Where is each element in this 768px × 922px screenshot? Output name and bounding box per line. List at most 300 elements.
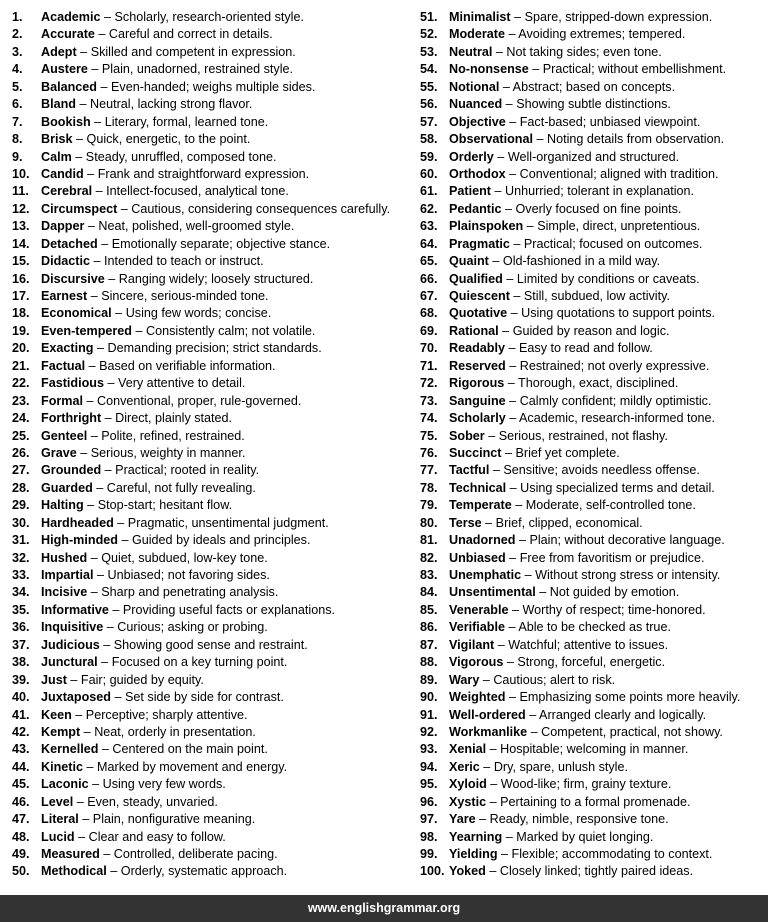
item-definition: – Restrained; not overly expressive. (505, 358, 710, 373)
item-definition: – Using few words; concise. (111, 306, 272, 321)
item-word: Dapper (41, 219, 85, 234)
item-definition: – Worthy of respect; time-honored. (508, 602, 706, 617)
item-word: Tactful (449, 463, 490, 478)
item-definition: – Demanding precision; strict standards. (93, 341, 322, 356)
item-word: Yoked (449, 864, 486, 879)
item-number: 52. (420, 27, 438, 42)
item-word: Succinct (449, 445, 502, 460)
item-definition: – Intellect-focused, analytical tone. (92, 184, 289, 199)
item-number: 22. (12, 376, 30, 391)
item-word: Literal (41, 812, 79, 827)
list-item (420, 9, 764, 26)
item-definition: – Even, steady, unvaried. (73, 794, 218, 809)
list-item (420, 584, 764, 601)
item-number: 79. (420, 498, 438, 513)
item-word: Austere (41, 62, 88, 77)
item-number: 53. (420, 44, 438, 59)
item-number: 39. (12, 672, 30, 687)
item-number: 42. (12, 724, 30, 739)
item-word: Kernelled (41, 742, 99, 757)
list-item (12, 131, 412, 148)
item-word: Informative (41, 602, 109, 617)
item-number: 27. (12, 463, 30, 478)
item-number: 31. (12, 533, 30, 548)
item-word: Factual (41, 358, 86, 373)
item-definition: – Wood-like; firm, grainy texture. (486, 777, 672, 792)
list-item (12, 672, 412, 689)
list-item (420, 358, 764, 375)
item-definition: – Sensitive; avoids needless offense. (489, 463, 700, 478)
list-item (420, 724, 764, 741)
item-number: 16. (12, 271, 30, 286)
item-word: Genteel (41, 428, 88, 443)
item-number: 62. (420, 201, 438, 216)
item-number: 88. (420, 655, 438, 670)
item-number: 8. (12, 132, 23, 147)
item-definition: – Not guided by emotion. (535, 585, 680, 600)
item-word: Hushed (41, 550, 88, 565)
item-definition: – Competent, practical, not showy. (527, 724, 723, 739)
item-definition: – Careful, not fully revealing. (92, 480, 256, 495)
item-definition: – Focused on a key turning point. (97, 655, 288, 670)
list-item (12, 480, 412, 497)
item-definition: – Marked by movement and energy. (83, 759, 288, 774)
list-item (12, 201, 412, 218)
item-word: Methodical (41, 864, 107, 879)
item-number: 6. (12, 97, 23, 112)
item-word: Impartial (41, 568, 94, 582)
list-item (420, 149, 764, 166)
item-number: 66. (420, 271, 438, 286)
list-item (12, 637, 412, 654)
list-item (12, 689, 412, 706)
item-word: Grounded (41, 463, 102, 478)
list-item (420, 96, 764, 113)
item-number: 43. (12, 742, 30, 757)
item-definition: – Academic, research-informed tone. (505, 411, 716, 426)
item-definition: – Emotionally separate; objective stance. (97, 236, 331, 251)
item-word: Notional (449, 79, 500, 94)
list-item (420, 550, 764, 567)
list-item (420, 689, 764, 706)
list-item (12, 584, 412, 601)
list-item (12, 829, 412, 846)
item-definition: – Serious, weighty in manner. (76, 445, 246, 460)
item-word: Verifiable (449, 620, 506, 635)
item-word: Brisk (41, 132, 73, 147)
item-word: Discursive (41, 271, 105, 286)
item-definition: – Calmly confident; mildly optimistic. (505, 393, 712, 408)
item-number: 50. (12, 864, 30, 879)
item-number: 95. (420, 777, 438, 792)
list-item (12, 61, 412, 78)
item-word: Plainspoken (449, 219, 524, 234)
item-word: No-nonsense (449, 62, 529, 77)
item-number: 7. (12, 114, 23, 129)
item-definition: – Based on verifiable information. (85, 358, 276, 373)
item-definition: – Free from favoritism or prejudice. (505, 550, 705, 565)
item-word: Unbiased (449, 550, 506, 565)
item-definition: – Orderly, systematic approach. (106, 864, 288, 879)
item-number: 41. (12, 707, 30, 722)
item-number: 3. (12, 44, 23, 59)
item-word: Adept (41, 44, 77, 59)
item-definition: – Old-fashioned in a mild way. (488, 254, 661, 269)
item-number: 34. (12, 585, 30, 600)
item-number: 30. (12, 515, 30, 530)
item-definition: – Consistently calm; not volatile. (132, 323, 316, 338)
list-item (12, 741, 412, 758)
item-definition: – Pragmatic, unsentimental judgment. (113, 515, 329, 530)
list-item (420, 515, 764, 532)
list-item (12, 236, 412, 253)
list-item (420, 829, 764, 846)
item-word: Measured (41, 847, 100, 861)
item-definition: – Ready, nimble, responsive tone. (475, 812, 669, 827)
item-definition: – Practical; rooted in reality. (101, 463, 260, 478)
item-word: Patient (449, 184, 491, 199)
list-item (12, 759, 412, 776)
list-item (420, 863, 764, 880)
item-definition: – Brief yet complete. (501, 445, 620, 460)
item-number: 90. (420, 690, 438, 705)
item-definition: – Brief, clipped, economical. (481, 515, 643, 530)
item-number: 9. (12, 149, 23, 164)
item-definition: – Centered on the main point. (98, 742, 268, 757)
item-number: 63. (420, 219, 438, 234)
item-number: 86. (420, 620, 438, 635)
list-item (420, 340, 764, 357)
list-item (12, 358, 412, 375)
item-definition: – Using specialized terms and detail. (506, 480, 715, 495)
item-definition: – Clear and easy to follow. (74, 829, 226, 844)
item-word: Objective (449, 114, 506, 129)
item-word: Inquisitive (41, 620, 104, 635)
list-item (420, 654, 764, 671)
item-definition: – Frank and straightforward expression. (83, 166, 310, 181)
list-item (420, 26, 764, 43)
list-item (420, 61, 764, 78)
item-number: 17. (12, 289, 30, 303)
item-definition: – Even-handed; weighs multiple sides. (97, 79, 316, 94)
list-item (12, 79, 412, 96)
item-definition: – Limited by conditions or caveats. (502, 271, 700, 286)
list-item (420, 846, 764, 863)
item-word: Incisive (41, 585, 88, 600)
item-definition: – Sincere, serious-minded tone. (87, 289, 269, 303)
list-item (12, 44, 412, 61)
list-item (12, 183, 412, 200)
list-item (12, 462, 412, 479)
item-number: 97. (420, 812, 438, 827)
list-item (12, 724, 412, 741)
list-item (12, 9, 412, 26)
item-definition: – Practical; focused on outcomes. (509, 236, 703, 251)
item-word: Circumspect (41, 201, 118, 216)
item-word: Halting (41, 498, 84, 513)
item-number: 94. (420, 759, 438, 774)
item-definition: – Hospitable; welcoming in manner. (486, 742, 689, 757)
item-number: 5. (12, 79, 23, 94)
list-item (420, 567, 764, 584)
item-word: Weighted (449, 690, 506, 705)
item-word: Level (41, 794, 74, 809)
item-word: Quotative (449, 306, 508, 321)
item-word: Readably (449, 341, 505, 356)
list-item (12, 707, 412, 724)
item-number: 36. (12, 620, 30, 635)
item-number: 48. (12, 829, 30, 844)
item-definition: – Abstract; based on concepts. (499, 79, 676, 94)
list-item (420, 445, 764, 462)
item-number: 91. (420, 707, 438, 722)
item-definition: – Neutral, lacking strong flavor. (75, 97, 253, 112)
item-definition: – Very attentive to detail. (103, 376, 246, 391)
item-number: 37. (12, 637, 30, 652)
item-definition: – Thorough, exact, disciplined. (504, 376, 679, 391)
list-item (12, 149, 412, 166)
item-number: 100. (420, 864, 445, 879)
item-word: Neutral (449, 44, 493, 59)
item-word: Hardheaded (41, 515, 114, 530)
item-number: 77. (420, 463, 438, 478)
item-definition: – Using very few words. (88, 777, 226, 792)
item-word: Grave (41, 445, 77, 460)
item-number: 11. (12, 184, 29, 199)
item-word: Sober (449, 428, 485, 443)
item-number: 96. (420, 794, 438, 809)
list-item (12, 497, 412, 514)
item-number: 68. (420, 306, 438, 321)
list-item (420, 480, 764, 497)
item-definition: – Quick, energetic, to the point. (72, 132, 251, 147)
list-item (12, 96, 412, 113)
item-number: 14. (12, 236, 30, 251)
list-item (12, 776, 412, 793)
list-item (12, 393, 412, 410)
item-word: Academic (41, 10, 101, 24)
item-word: Quaint (449, 254, 489, 269)
list-item (12, 166, 412, 183)
item-definition: – Practical; without embellishment. (528, 62, 727, 77)
item-word: Lucid (41, 829, 75, 844)
item-word: High-minded (41, 533, 118, 548)
list-item (420, 201, 764, 218)
list-item (420, 462, 764, 479)
item-definition: – Quiet, subdued, low-key tone. (87, 550, 268, 565)
item-word: Cerebral (41, 184, 93, 199)
list-item (420, 776, 764, 793)
item-definition: – Stop-start; hesitant flow. (83, 498, 233, 513)
item-definition: – Spare, stripped-down expression. (510, 10, 713, 24)
item-definition: – Moderate, self-controlled tone. (511, 498, 696, 513)
item-definition: – Guided by ideals and principles. (117, 533, 311, 548)
item-word: Candid (41, 166, 84, 181)
item-word: Unadorned (449, 533, 516, 548)
item-definition: – Careful and correct in details. (94, 27, 273, 42)
item-number: 67. (420, 289, 438, 303)
item-definition: – Unhurried; tolerant in explanation. (491, 184, 695, 199)
item-number: 23. (12, 393, 30, 408)
item-number: 92. (420, 724, 438, 739)
item-number: 82. (420, 550, 438, 565)
item-number: 24. (12, 411, 30, 426)
list-item (420, 532, 764, 549)
list-item (420, 602, 764, 619)
item-number: 19. (12, 323, 30, 338)
item-definition: – Guided by reason and logic. (498, 323, 670, 338)
item-definition: – Showing subtle distinctions. (502, 97, 671, 112)
item-word: Judicious (41, 637, 100, 652)
list-item (12, 602, 412, 619)
item-definition: – Cautious; alert to risk. (479, 672, 616, 687)
list-item (420, 79, 764, 96)
list-item (12, 550, 412, 567)
item-word: Minimalist (449, 10, 511, 24)
list-item (420, 323, 764, 340)
item-definition: – Plain, nonfigurative meaning. (78, 812, 256, 827)
item-number: 83. (420, 568, 438, 582)
item-definition: – Steady, unruffled, composed tone. (71, 149, 277, 164)
item-number: 61. (420, 184, 438, 199)
list-item (420, 114, 764, 131)
item-definition: – Unbiased; not favoring sides. (93, 568, 270, 582)
list-item (12, 654, 412, 671)
item-number: 69. (420, 323, 438, 338)
item-word: Terse (449, 515, 482, 530)
item-number: 70. (420, 341, 438, 356)
item-definition: – Avoiding extremes; tempered. (504, 27, 686, 42)
item-definition: – Still, subdued, low activity. (509, 289, 670, 303)
item-definition: – Closely linked; tightly paired ideas. (485, 864, 694, 879)
item-word: Nuanced (449, 97, 503, 112)
word-list-right-column (420, 9, 764, 881)
item-word: Economical (41, 306, 112, 321)
item-number: 15. (12, 254, 30, 269)
item-definition: – Direct, plainly stated. (101, 411, 233, 426)
word-list-left-column (12, 9, 412, 881)
item-number: 10. (12, 166, 30, 181)
item-word: Moderate (449, 27, 505, 42)
item-word: Xyloid (449, 777, 487, 792)
item-number: 84. (420, 585, 438, 600)
item-word: Kempt (41, 724, 81, 739)
item-number: 21. (12, 358, 30, 373)
list-item (12, 323, 412, 340)
item-number: 12. (12, 201, 30, 216)
list-item (420, 218, 764, 235)
list-item (12, 375, 412, 392)
item-word: Pedantic (449, 201, 502, 216)
item-number: 32. (12, 550, 30, 565)
list-item (12, 846, 412, 863)
item-number: 2. (12, 27, 23, 42)
item-number: 13. (12, 219, 30, 234)
item-word: Didactic (41, 254, 90, 269)
list-item (12, 567, 412, 584)
item-word: Kinetic (41, 759, 83, 774)
list-item (12, 288, 412, 305)
list-item (12, 445, 412, 462)
list-item (12, 253, 412, 270)
list-item (420, 271, 764, 288)
item-word: Observational (449, 132, 533, 147)
item-word: Wary (449, 672, 480, 687)
item-word: Workmanlike (449, 724, 528, 739)
item-number: 73. (420, 393, 438, 408)
item-number: 76. (420, 445, 438, 460)
list-item (420, 183, 764, 200)
item-number: 89. (420, 672, 438, 687)
item-word: Pragmatic (449, 236, 510, 251)
item-definition: – Serious, restrained, not flashy. (484, 428, 668, 443)
list-item (12, 515, 412, 532)
item-word: Reserved (449, 358, 506, 373)
item-number: 60. (420, 166, 438, 181)
item-definition: – Plain; without decorative language. (515, 533, 725, 548)
item-definition: – Able to be checked as true. (505, 620, 671, 635)
item-definition: – Easy to read and follow. (505, 341, 653, 356)
item-word: Calm (41, 149, 72, 164)
list-item (12, 26, 412, 43)
item-word: Exacting (41, 341, 94, 356)
list-item (420, 759, 764, 776)
list-item (420, 637, 764, 654)
item-word: Unsentimental (449, 585, 536, 600)
item-number: 35. (12, 602, 30, 617)
item-definition: – Pertaining to a formal promenade. (486, 794, 691, 809)
list-item (12, 794, 412, 811)
list-item (420, 672, 764, 689)
list-item (12, 114, 412, 131)
list-item (420, 497, 764, 514)
item-definition: – Cautious, considering consequences carefully. (117, 201, 391, 216)
item-number: 44. (12, 759, 30, 774)
item-number: 26. (12, 445, 30, 460)
item-definition: – Arranged clearly and logically. (525, 707, 707, 722)
list-item (420, 811, 764, 828)
item-word: Qualified (449, 271, 503, 286)
item-number: 54. (420, 62, 438, 77)
list-item (420, 619, 764, 636)
item-definition: – Conventional, proper, rule-governed. (83, 393, 302, 408)
item-word: Even-tempered (41, 323, 132, 338)
item-number: 45. (12, 777, 30, 792)
item-definition: – Overly focused on fine points. (501, 201, 682, 216)
item-definition: – Neat, orderly in presentation. (80, 724, 256, 739)
item-number: 85. (420, 602, 438, 617)
item-definition: – Ranging widely; loosely structured. (104, 271, 314, 286)
list-item (420, 393, 764, 410)
item-word: Balanced (41, 79, 97, 94)
footer-banner (0, 895, 768, 922)
item-word: Bland (41, 97, 76, 112)
list-item (420, 166, 764, 183)
footer-url[interactable]: www.englishgrammar.org (307, 901, 461, 915)
item-word: Keen (41, 707, 72, 722)
item-number: 80. (420, 515, 438, 530)
list-item (12, 340, 412, 357)
list-item (420, 375, 764, 392)
item-definition: – Using quotations to support points. (507, 306, 716, 321)
item-word: Laconic (41, 777, 89, 792)
list-item (12, 305, 412, 322)
item-definition: – Intended to teach or instruct. (90, 254, 264, 269)
item-word: Temperate (449, 498, 512, 513)
item-number: 65. (420, 254, 438, 269)
item-number: 81. (420, 533, 438, 548)
list-item (12, 863, 412, 880)
